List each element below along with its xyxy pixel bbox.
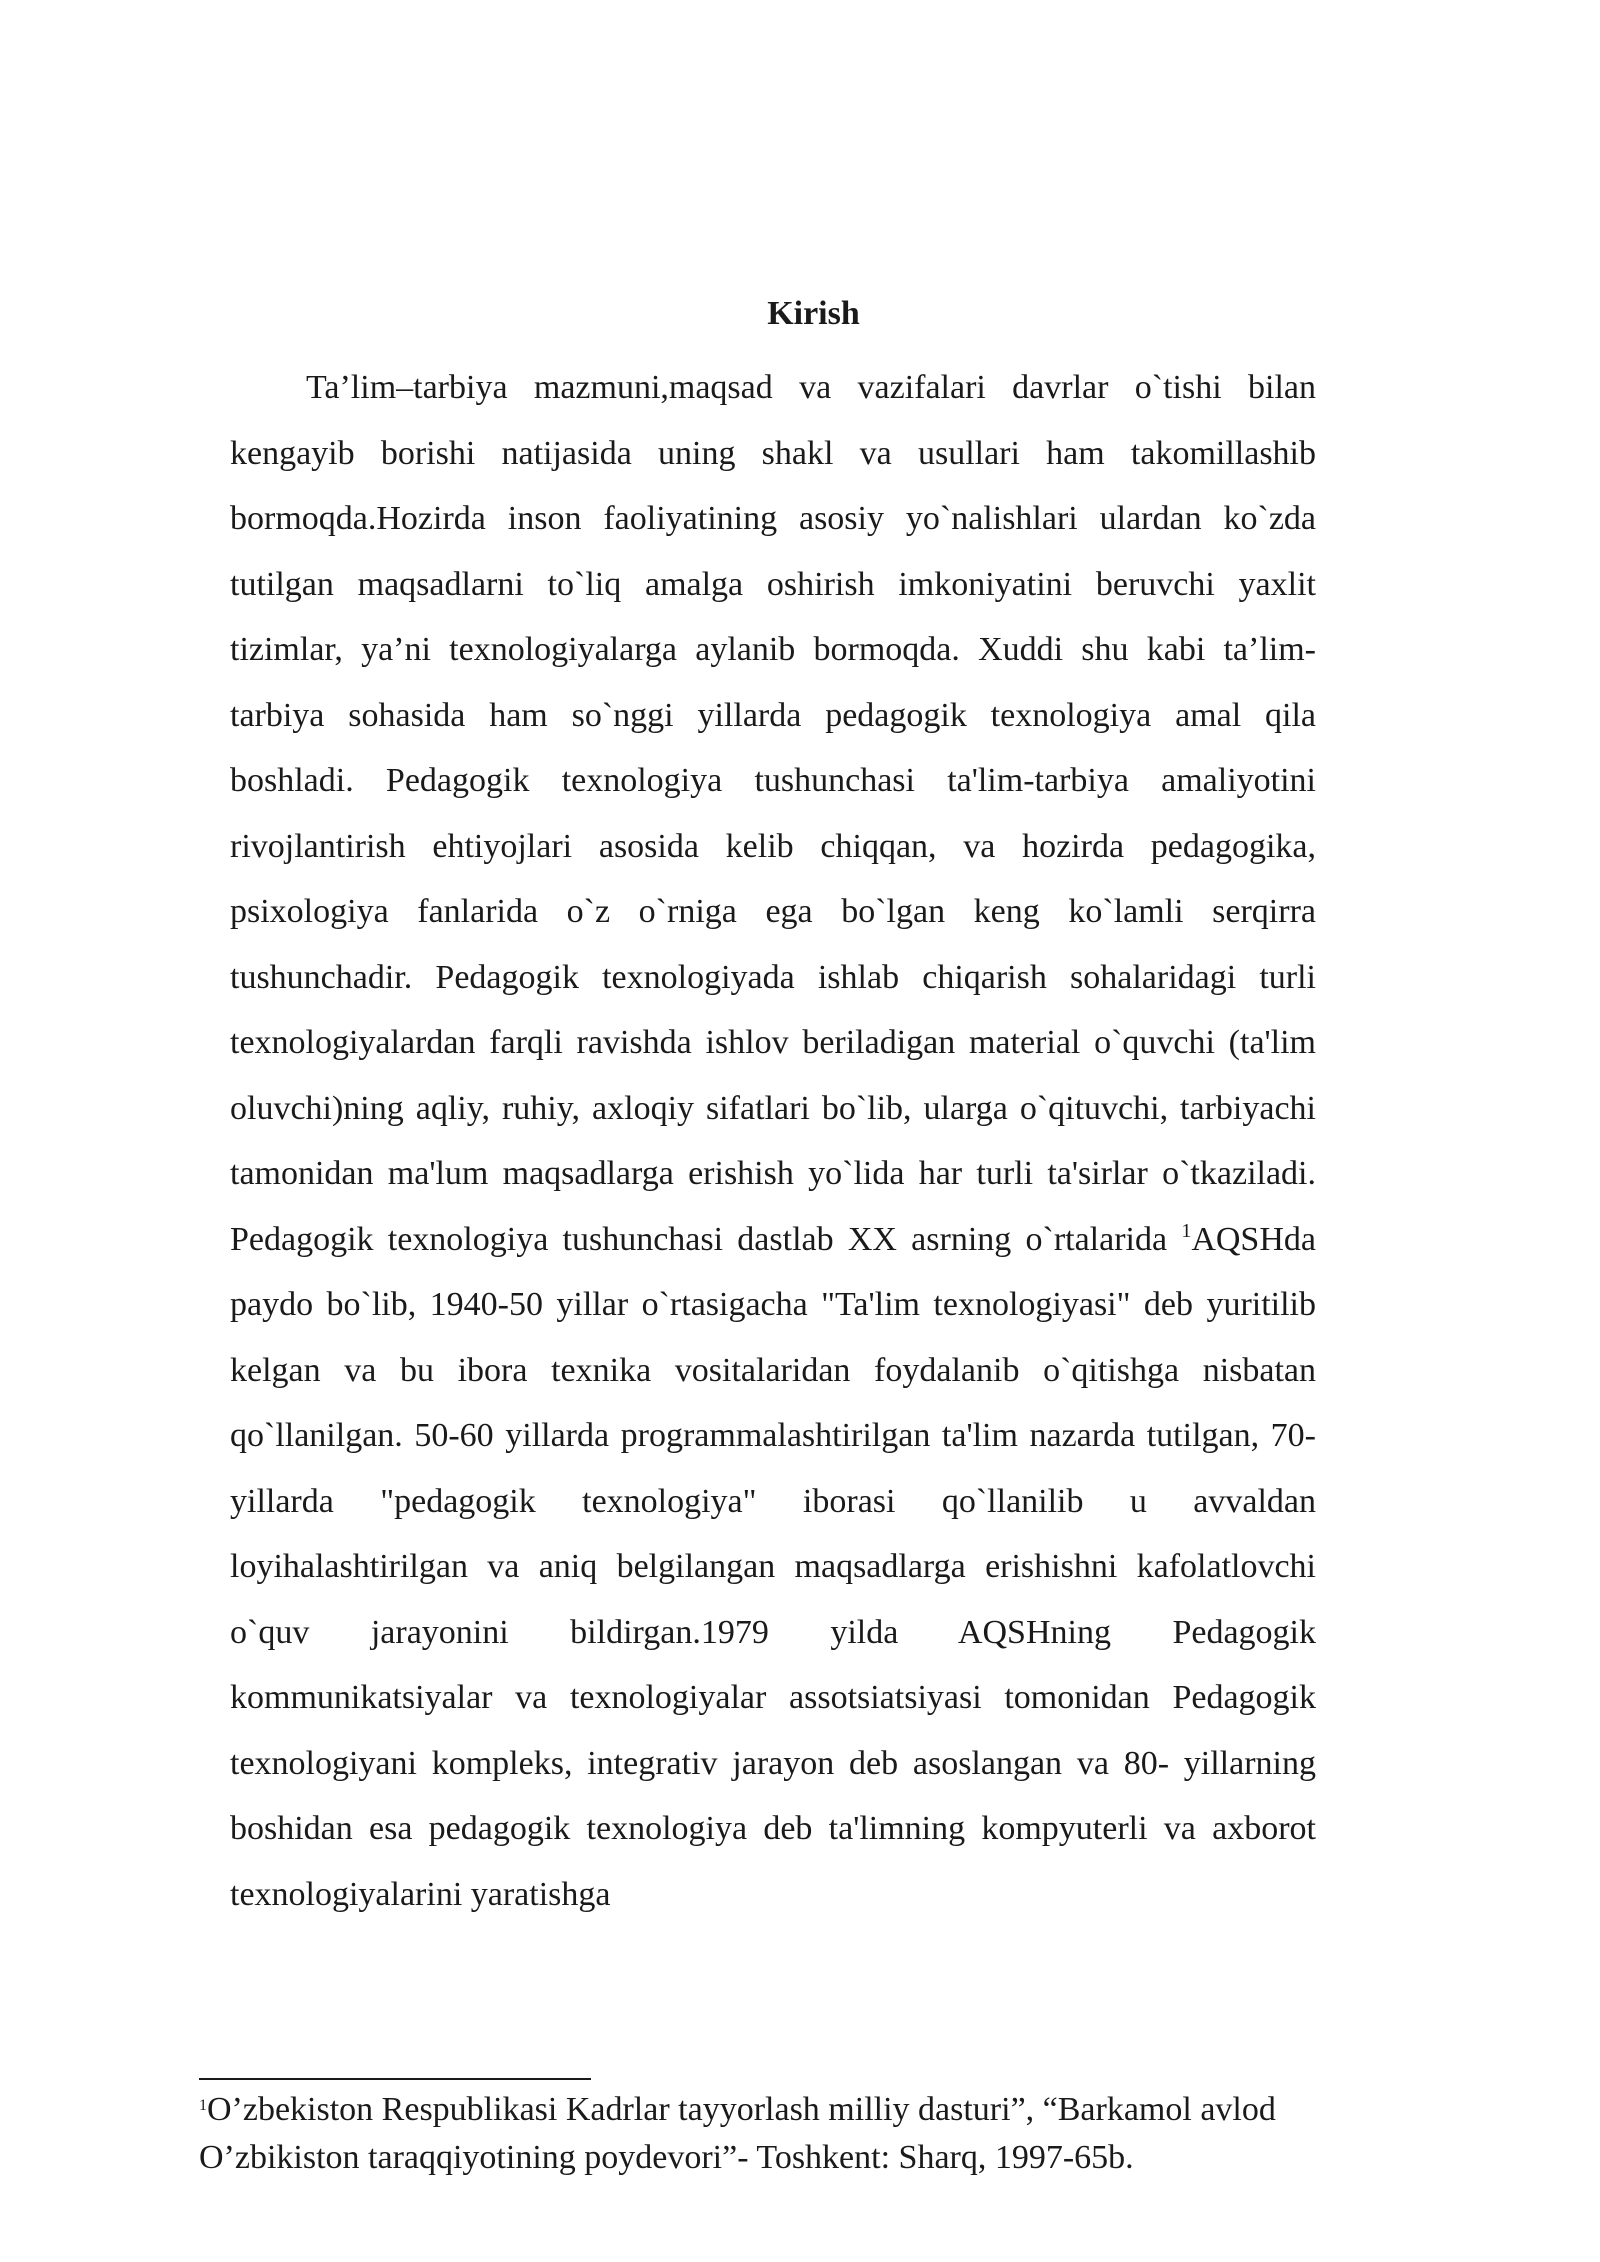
page-title: Kirish [767,295,860,332]
body-paragraph [230,355,1316,1927]
footnote [199,2086,1439,2182]
footnote-mark: 1 [199,2097,207,2114]
footnote-line-1 [199,2086,1439,2134]
footnote-separator [199,2078,591,2080]
footnote-text-line-2: O’zbikiston taraqqiyotining poydevori”- Toshkent: Sharq, 1997-65b. [199,2139,1134,2176]
footnote-text-line-1: O’zbekiston Respublikasi Kadrlar tayyorlash milliy dasturi”, “Barkamol avlod [207,2091,1276,2128]
body-text-after-ref: AQSHda paydo bo`lib, 1940-50 yillar o`rtasigacha "Ta'lim texnologiyasi" deb yuritilib kelgan va bu ibora texnika vositalaridan foydalanib o`qitishga nisbatan qo`llanilgan. 50-60 yillarda programmalashtirilgan ta'lim nazarda tutilgan, 70- yillarda "pedagogik texnologiya" iborasi qo`llanilib u avvaldan loyihalashtirilgan va aniq belgilangan maqsadlarga erishishni kafolatlovchi o`quv jarayonini bildirgan.1979 yilda AQSHning Pedagogik kommunikatsiyalar va texnologiyalar assotsiatsiyasi tomonidan Pedagogik texnologiyani kompleks, integrativ jarayon deb asoslangan va 80- yillarning boshidan esa pedagogik texnologiya deb ta'limning kompyuterli va axborot texnologiyalarini yaratishga [230,1220,1316,1913]
footnote-reference[interactable]: 1 [1181,1219,1192,1242]
body-text-before-ref: Ta’lim–tarbiya mazmuni,maqsad va vazifalari davrlar o`tishi bilan kengayib borishi natijasida uning shakl va usullari ham takomillashib bormoqda.Hozirda inson faoliyatining asosiy yo`nalishlari ulardan ko`zda tutilgan maqsadlarni to`liq amalga oshirish imkoniyatini beruvchi yaxlit tizimlar, ya’ni texnologiyalarga aylanib bormoqda. Xuddi shu kabi ta’lim-tarbiya sohasida ham so`nggi yillarda pedagogik texnologiya amal qila boshladi. Pedagogik texnologiya tushunchasi ta'lim-tarbiya amaliyotini rivojlantirish ehtiyojlari asosida kelib chiqqan, va hozirda pedagogika, psixologiya fanlarida o`z o`rniga ega bo`lgan keng ko`lamli serqirra tushunchadir. Pedagogik texnologiyada ishlab chiqarish sohalaridagi turli texnologiyalardan farqli ravishda ishlov beriladigan material o`quvchi (ta'lim oluvchi)ning aqliy, ruhiy, axloqiy sifatlari bo`lib, ularga o`qituvchi, tarbiyachi tamonidan ma'lum maqsadlarga erishish yo`lida har turli ta'sirlar o`tkaziladi. Pedagogik texnologiya tushunchasi dastlab XX asrning o`rtalarida [230,369,1316,1258]
